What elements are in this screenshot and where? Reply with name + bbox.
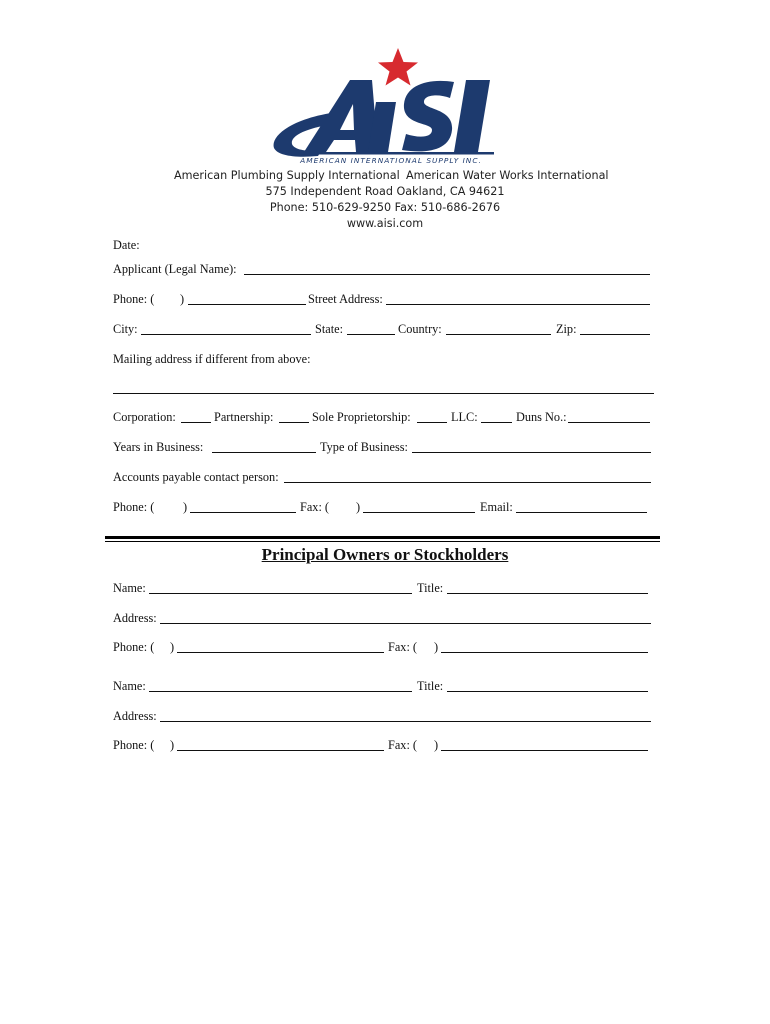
- years-label: Years in Business:: [113, 440, 204, 454]
- ap-contact-field[interactable]: [284, 482, 651, 483]
- owner2-fax-label: Fax: (: [388, 738, 418, 752]
- city-label: City:: [113, 322, 138, 336]
- owner1-phone-label: Phone: (: [113, 640, 155, 654]
- section-divider-thick: [105, 536, 660, 539]
- owner1-name-field[interactable]: [149, 593, 412, 594]
- letter-s-shape: [402, 81, 454, 152]
- company-left: American Plumbing Supply International: [174, 169, 400, 182]
- ap-phone-label: Phone: (: [113, 500, 155, 514]
- owner2-name-label: Name:: [113, 679, 146, 693]
- company-phone-fax: Phone: 510-629-9250 Fax: 510-686-2676: [269, 201, 501, 214]
- mailing-label: Mailing address if different from above:: [113, 352, 311, 366]
- sole-prop-field[interactable]: [417, 422, 447, 423]
- llc-field[interactable]: [481, 422, 512, 423]
- ap-contact-label: Accounts payable contact person:: [113, 470, 279, 484]
- street-label: Street Address:: [308, 292, 383, 306]
- type-label: Type of Business:: [320, 440, 408, 454]
- date-label: Date:: [113, 238, 140, 252]
- letter-a-shape: [304, 80, 378, 152]
- mailing-field[interactable]: [113, 393, 654, 394]
- applicant-label: Applicant (Legal Name):: [113, 262, 237, 276]
- owner1-phone-field[interactable]: [177, 652, 384, 653]
- owner2-phone-field[interactable]: [177, 750, 384, 751]
- ap-fax-paren-close: ): [356, 500, 361, 514]
- owner2-address-label: Address:: [113, 709, 157, 723]
- zip-field[interactable]: [580, 334, 650, 335]
- owner2-name-field[interactable]: [149, 691, 412, 692]
- phone-label: Phone: (: [113, 292, 155, 306]
- owner1-address-label: Address:: [113, 611, 157, 625]
- company-website: www.aisi.com: [346, 217, 424, 230]
- owner1-fax-field[interactable]: [441, 652, 648, 653]
- logo-tagline: AMERICAN INTERNATIONAL SUPPLY INC.: [300, 156, 482, 165]
- zip-label: Zip:: [556, 322, 577, 336]
- llc-label: LLC:: [451, 410, 478, 424]
- owner1-name-label: Name:: [113, 581, 146, 595]
- phone-field[interactable]: [188, 304, 306, 305]
- owner1-title-field[interactable]: [447, 593, 648, 594]
- email-label: Email:: [480, 500, 513, 514]
- owner1-address-field[interactable]: [160, 623, 651, 624]
- aisi-logo: [268, 44, 498, 166]
- corporation-label: Corporation:: [113, 410, 176, 424]
- partnership-field[interactable]: [279, 422, 309, 423]
- country-label: Country:: [398, 322, 442, 336]
- company-address: 575 Independent Road Oakland, CA 94621: [265, 185, 505, 198]
- owner2-fax-field[interactable]: [441, 750, 648, 751]
- logo-underline: [288, 152, 494, 155]
- city-field[interactable]: [141, 334, 311, 335]
- owner1-fax-label: Fax: (: [388, 640, 418, 654]
- section-divider-thin: [105, 541, 660, 542]
- ap-phone-field[interactable]: [190, 512, 296, 513]
- duns-label: Duns No.:: [516, 410, 567, 424]
- owner2-phone-paren-close: ): [170, 738, 175, 752]
- state-field[interactable]: [347, 334, 395, 335]
- corporation-field[interactable]: [181, 422, 211, 423]
- sole-prop-label: Sole Proprietorship:: [312, 410, 411, 424]
- owner2-address-field[interactable]: [160, 721, 651, 722]
- owner1-phone-paren-close: ): [170, 640, 175, 654]
- partnership-label: Partnership:: [214, 410, 274, 424]
- owner1-fax-paren-close: ): [434, 640, 439, 654]
- ap-fax-label: Fax: (: [300, 500, 330, 514]
- state-label: State:: [315, 322, 344, 336]
- email-field[interactable]: [516, 512, 647, 513]
- owner2-title-field[interactable]: [447, 691, 648, 692]
- street-field[interactable]: [386, 304, 650, 305]
- owner2-title-label: Title:: [417, 679, 444, 693]
- owner1-title-label: Title:: [417, 581, 444, 595]
- applicant-field[interactable]: [244, 274, 650, 275]
- letter-i2-shape: [454, 80, 490, 152]
- years-field[interactable]: [212, 452, 316, 453]
- star-icon: [378, 48, 418, 86]
- type-field[interactable]: [412, 452, 651, 453]
- country-field[interactable]: [446, 334, 551, 335]
- owner2-phone-label: Phone: (: [113, 738, 155, 752]
- company-right: American Water Works International: [406, 169, 609, 182]
- duns-field[interactable]: [568, 422, 650, 423]
- owner2-fax-paren-close: ): [434, 738, 439, 752]
- ap-fax-field[interactable]: [363, 512, 475, 513]
- ap-phone-paren-close: ): [183, 500, 188, 514]
- phone-paren-close: ): [180, 292, 185, 306]
- owners-section-title: Principal Owners or Stockholders: [261, 545, 509, 564]
